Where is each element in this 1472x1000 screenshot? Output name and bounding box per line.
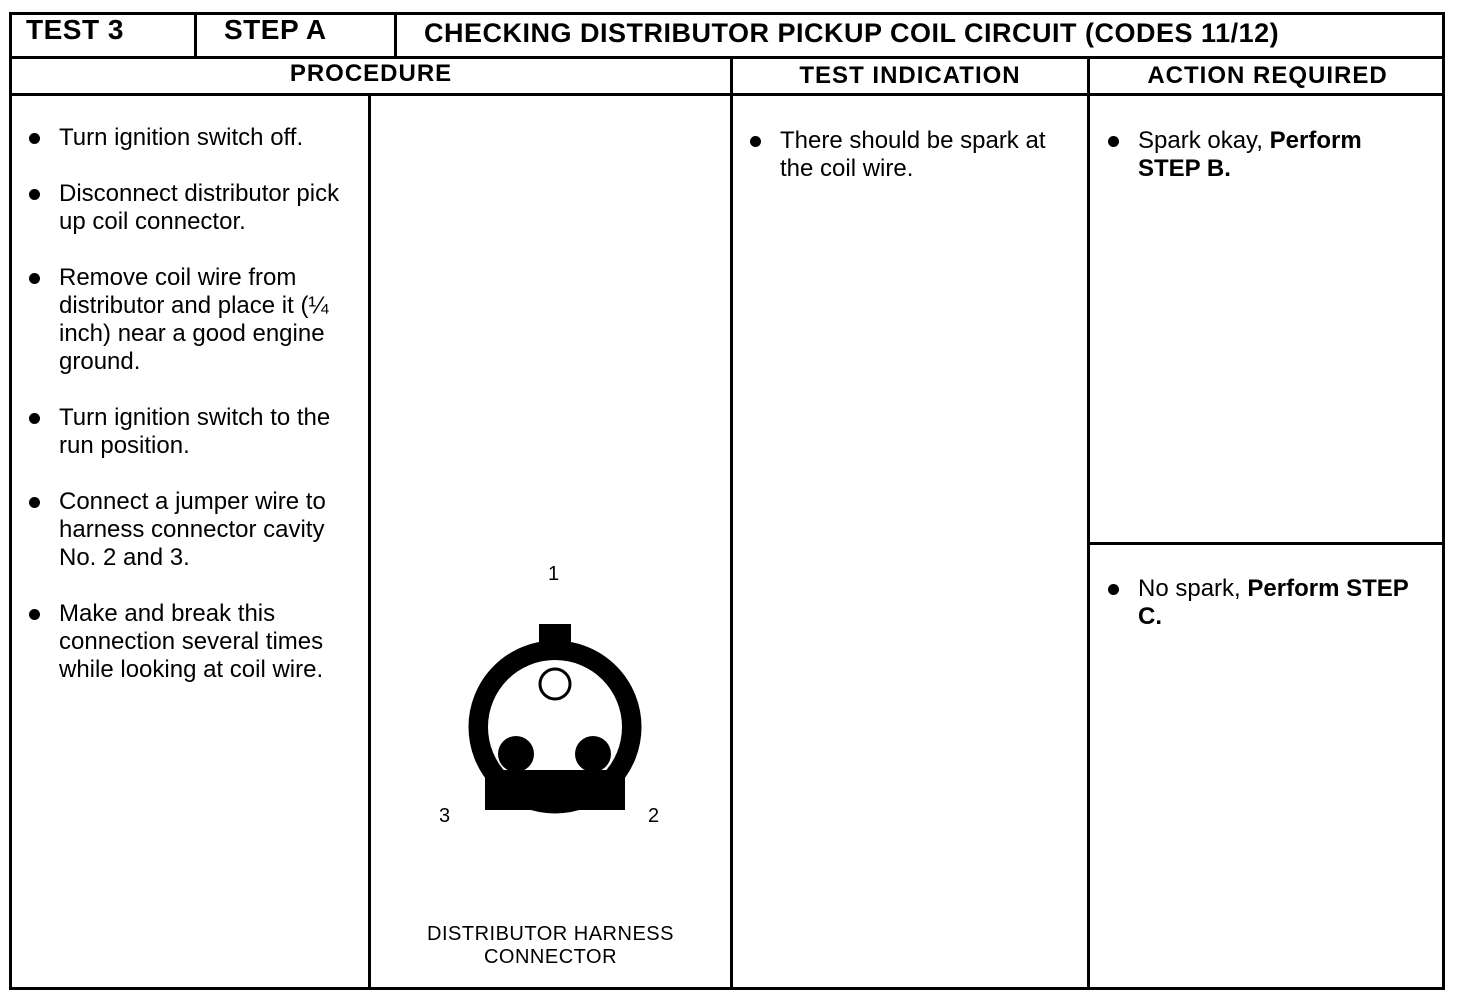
- pin-label-1: 1: [548, 563, 560, 585]
- header-divider: [9, 56, 1445, 59]
- test-indication-list: [746, 127, 1066, 211]
- procedure-step: Remove coil wire from distributor and place it (¼ inch) near a good engine ground.: [25, 264, 360, 376]
- action-list-ok: [1104, 127, 1419, 211]
- connector-body: [475, 624, 635, 810]
- procedure-split-divider: [368, 93, 371, 990]
- page-title: CHECKING DISTRIBUTOR PICKUP COIL CIRCUIT (CODES 11/12): [424, 18, 1280, 48]
- step-letter: STEP A: [224, 14, 327, 45]
- indication-action-divider: [1087, 56, 1090, 990]
- diagram-caption: [371, 923, 730, 969]
- test-step-divider: [194, 12, 197, 57]
- procedure-step: Disconnect distributor pick up coil connector.: [25, 180, 360, 236]
- column-header-procedure: PROCEDURE: [289, 60, 453, 87]
- action-item-no-spark: [1104, 575, 1419, 631]
- procedure-step: Make and break this connection several times while looking at coil wire.: [25, 600, 360, 684]
- test-indication-item: There should be spark at the coil wire.: [746, 127, 1066, 183]
- column-header-test-indication: TEST INDICATION: [799, 62, 1021, 89]
- procedure-step: Connect a jumper wire to harness connector cavity No. 2 and 3.: [25, 488, 360, 572]
- diagram-caption-line2: CONNECTOR: [483, 946, 618, 968]
- action-divider: [1089, 542, 1445, 545]
- action-next-step: Perform STEP C.: [1138, 575, 1409, 630]
- column-header-action-required: ACTION REQUIRED: [1147, 62, 1388, 89]
- column-header-divider: [9, 93, 1445, 96]
- test-number: TEST 3: [26, 14, 124, 45]
- connector-diagram: [455, 620, 655, 820]
- pin-label-3: 3: [439, 805, 451, 827]
- connector-cavity-3: [498, 736, 534, 772]
- procedure-step: Turn ignition switch to the run position.: [25, 404, 360, 460]
- procedure-step: Turn ignition switch off.: [25, 124, 360, 152]
- pin-label-2: 2: [648, 805, 660, 827]
- procedure-list: [25, 124, 360, 712]
- step-title-divider: [394, 12, 397, 57]
- diagram-caption-line1: DISTRIBUTOR HARNESS: [427, 923, 674, 945]
- connector-cavity-1: [540, 669, 570, 699]
- action-condition: Spark okay,: [1138, 127, 1270, 154]
- action-next-step: Perform STEP B.: [1138, 127, 1362, 182]
- action-list-no-spark: [1104, 575, 1419, 659]
- action-condition: No spark,: [1138, 575, 1248, 602]
- connector-cavity-2: [575, 736, 611, 772]
- procedure-indication-divider: [730, 56, 733, 990]
- action-item-spark-okay: [1104, 127, 1419, 183]
